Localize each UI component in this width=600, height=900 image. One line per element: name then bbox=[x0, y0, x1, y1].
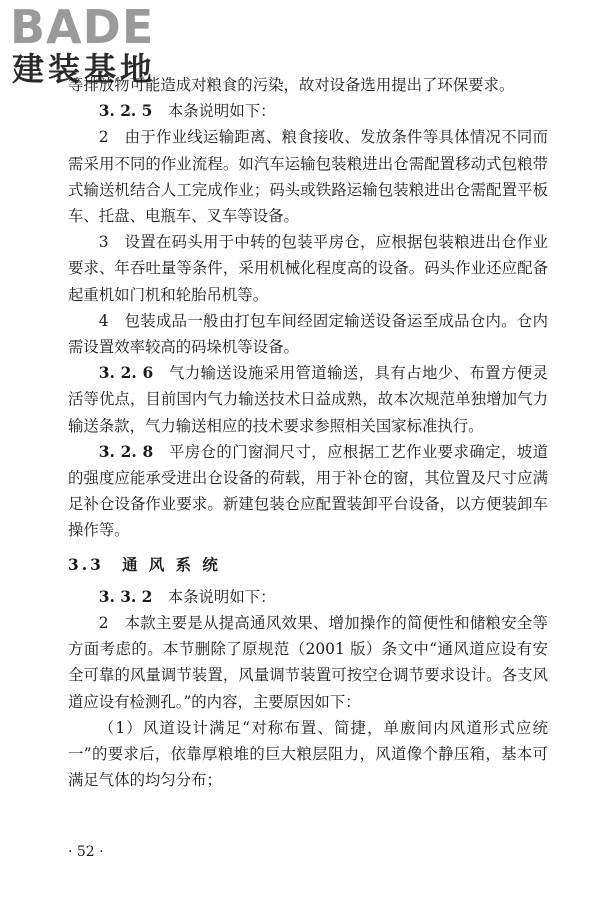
paragraph-subitem-1: （1）风道设计满足“对称布置、简捷，单廒间内风道形式应统一”的要求后，依靠厚粮堆的巨大粮层阻力，风道像个静压箱，基本可满足气体的均匀分布； bbox=[68, 718, 548, 790]
clause-3-3-2 bbox=[68, 584, 548, 610]
paragraph-item-4: 4 包装成品一般由打包车间经固定输送设备运至成品仓内。仓内需设置效率较高的码垛机等设备。 bbox=[68, 311, 548, 357]
clause-3-2-8 bbox=[68, 439, 548, 544]
clause-number: 3. 2. 8 bbox=[98, 442, 154, 461]
watermark-logo-text: BADE bbox=[10, 0, 155, 54]
clause-number: 3. 3. 2 bbox=[98, 587, 153, 606]
paragraph-continuation: 等排放物可能造成对粮食的污染，故对设备选用提出了环保要求。 bbox=[68, 76, 515, 94]
paragraph-item-2-ventilation: 2 本款主要是从提高通风效果、增加操作的简便性和储粮安全等方面考虑的。本节删除了原规范（2001 版）条文中“通风道应设有安全可靠的风量调节装置，风量调节装置可按空仓调节要求设计。各支风道应设有检测孔。”的内容，主要原因如下： bbox=[68, 614, 548, 711]
clause-text: 本条说明如下： bbox=[167, 102, 276, 121]
watermark-subtitle: 建装基地 bbox=[12, 50, 157, 88]
clause-text: 气力输送设施采用管道输送，具有占地少、布置方便灵活等优点，目前国内气力输送技术日益成熟，故本次规范单独增加气力输送条款，气力输送相应的技术要求参照相关国家标准执行。 bbox=[68, 364, 548, 435]
clause-3-2-5 bbox=[68, 98, 548, 124]
clause-number: 3. 2. 6 bbox=[98, 364, 154, 383]
document-page bbox=[68, 72, 548, 793]
clause-number: 3. 2. 5 bbox=[98, 102, 153, 121]
section-title: 3.3 通 风 系 统 bbox=[68, 555, 221, 574]
clause-text: 本条说明如下： bbox=[167, 587, 276, 606]
page-number: · 52 · bbox=[68, 844, 104, 860]
paragraph-item-2: 2 由于作业线运输距离、粮食接收、发放条件等具体情况不同而需采用不同的作业流程。如汽车运输包装粮进出仓需配置移动式包粮带式输送机结合人工完成作业；码头或铁路运输包装粮进出仓需配置平板车、托盘、电瓶车、叉车等设备。 bbox=[68, 128, 548, 226]
clause-3-2-6 bbox=[68, 360, 548, 439]
clause-text: 平房仓的门窗洞尺寸，应根据工艺作业要求确定，坡道的强度应能承受进出仓设备的荷载，用于补仓的窗，其位置及尺寸应满足补仓设备作业要求。新建包装仓应配置装卸平台设备，以方便装卸车操作等。 bbox=[68, 442, 548, 540]
paragraph-item-3: 3 设置在码头用于中转的包装平房仓，应根据包装粮进出仓作业要求、年吞吐量等条件，采用机械化程度高的设备。码头作业还应配备起重机如门机和轮胎吊机等。 bbox=[68, 233, 548, 304]
